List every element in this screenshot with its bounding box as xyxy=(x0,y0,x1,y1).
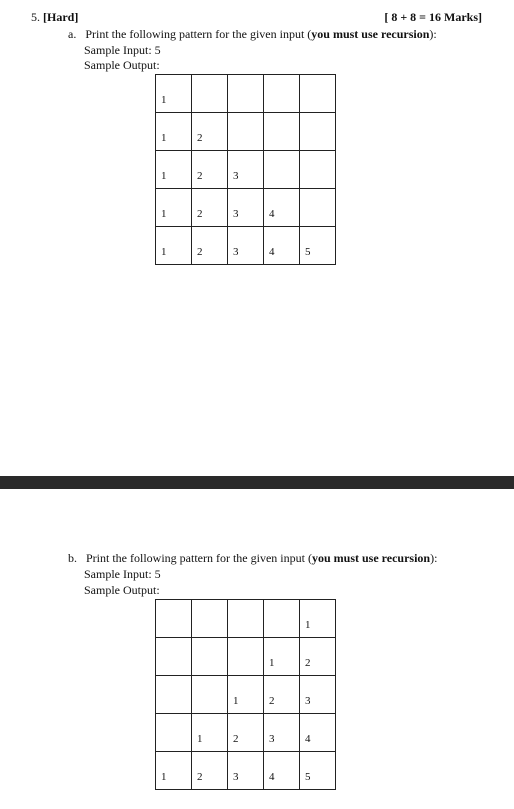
question-difficulty: [Hard] xyxy=(43,10,79,24)
part-a-grid-cell: 1 xyxy=(156,113,192,151)
part-a-pattern-grid xyxy=(155,74,336,265)
question-marks: [ 8 + 8 = 16 Marks] xyxy=(384,10,482,24)
part-a-grid-cell xyxy=(228,113,264,151)
part-a-grid-cell xyxy=(300,75,336,113)
part-b-grid-cell: 3 xyxy=(300,676,336,714)
part-b-grid-cell xyxy=(156,638,192,676)
part-b-grid-cell xyxy=(192,600,228,638)
part-b-grid-cell xyxy=(156,600,192,638)
part-b-grid-cell: 1 xyxy=(156,752,192,790)
page-divider xyxy=(0,476,514,489)
part-b-letter: b. xyxy=(68,551,77,565)
question-number: 5. xyxy=(31,10,40,24)
part-a-grid-cell xyxy=(264,113,300,151)
part-a-grid-cell: 1 xyxy=(156,227,192,265)
part-a-prompt-bold: you must use recursion xyxy=(311,27,430,41)
part-a-grid-cell: 2 xyxy=(192,113,228,151)
part-a-grid-cell xyxy=(264,75,300,113)
part-b-grid-cell: 4 xyxy=(264,752,300,790)
part-a-grid-cell: 2 xyxy=(192,189,228,227)
part-b-grid-cell: 1 xyxy=(300,600,336,638)
part-a-grid-cell xyxy=(300,151,336,189)
part-a-prompt-prefix: Print the following pattern for the given input ( xyxy=(85,27,312,41)
part-b-grid-cell: 2 xyxy=(192,752,228,790)
part-a-grid-cell: 3 xyxy=(228,151,264,189)
document-page-2 xyxy=(0,489,514,809)
part-b-grid-cell: 2 xyxy=(300,638,336,676)
part-b-sample-input: Sample Input: 5 xyxy=(84,567,161,581)
part-b-grid-cell xyxy=(156,676,192,714)
part-a-grid-cell xyxy=(264,151,300,189)
part-a-grid-cell xyxy=(228,75,264,113)
part-b-grid-cell: 2 xyxy=(264,676,300,714)
part-a-grid-cell: 2 xyxy=(192,151,228,189)
part-b-prompt xyxy=(68,551,437,565)
part-a-grid-cell: 1 xyxy=(156,189,192,227)
part-b-grid-cell: 2 xyxy=(228,714,264,752)
part-b-grid-cell xyxy=(192,676,228,714)
part-b-grid-cell xyxy=(192,638,228,676)
part-a-grid-cell: 2 xyxy=(192,227,228,265)
part-a-grid-cell: 4 xyxy=(264,227,300,265)
part-b-grid-cell xyxy=(156,714,192,752)
question-header xyxy=(31,10,482,24)
part-a-letter: a. xyxy=(68,27,77,41)
part-b-grid-cell: 5 xyxy=(300,752,336,790)
part-b-grid-cell: 3 xyxy=(228,752,264,790)
part-a-grid-cell xyxy=(300,189,336,227)
part-a-grid-cell: 1 xyxy=(156,75,192,113)
part-a-grid-cell: 3 xyxy=(228,189,264,227)
part-b-grid-cell xyxy=(228,638,264,676)
part-a-grid-cell: 5 xyxy=(300,227,336,265)
part-a-grid-cell: 1 xyxy=(156,151,192,189)
part-b-prompt-bold: you must use recursion xyxy=(311,551,431,565)
part-b-grid-cell: 3 xyxy=(264,714,300,752)
part-a-prompt xyxy=(68,27,437,41)
part-b-prompt-prefix: Print the following pattern for the given input ( xyxy=(86,551,312,565)
part-a-grid-cell xyxy=(192,75,228,113)
part-b-grid-cell: 1 xyxy=(264,638,300,676)
part-a-grid-cell xyxy=(300,113,336,151)
part-b-grid-cell xyxy=(264,600,300,638)
part-b-grid-cell: 1 xyxy=(192,714,228,752)
part-b-grid-cell xyxy=(228,600,264,638)
part-a-sample-output-label: Sample Output: xyxy=(84,58,160,72)
part-a-grid-cell: 3 xyxy=(228,227,264,265)
part-b-prompt-suffix: ): xyxy=(430,551,438,565)
part-a-sample-input: Sample Input: 5 xyxy=(84,43,161,57)
part-a-grid-cell: 4 xyxy=(264,189,300,227)
part-a-prompt-suffix: ): xyxy=(429,27,437,41)
part-b-sample-output-label: Sample Output: xyxy=(84,583,160,597)
part-b-grid-cell: 4 xyxy=(300,714,336,752)
part-b-pattern-grid xyxy=(155,599,336,790)
part-b-grid-cell: 1 xyxy=(228,676,264,714)
